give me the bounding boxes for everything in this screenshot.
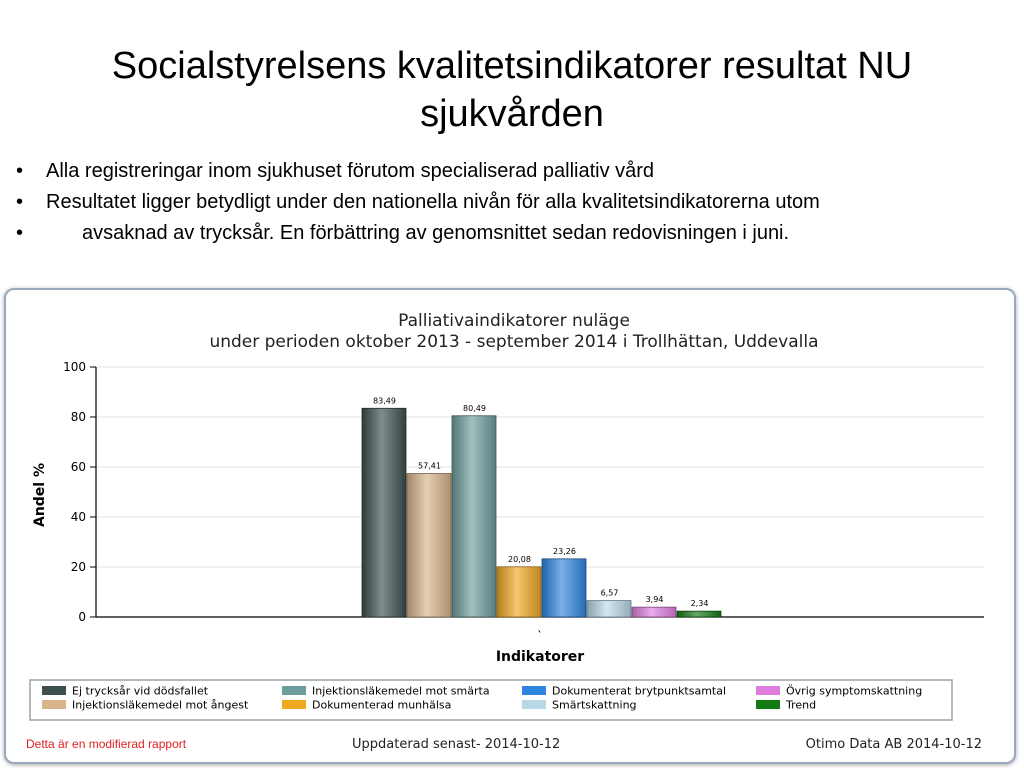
- bullet-text: avsaknad av trycksår. En förbättring av genomsnittet sedan redovisningen i juni.: [82, 222, 790, 244]
- bullet-dot: •: [16, 191, 24, 213]
- bar: [677, 611, 721, 617]
- legend-label: Dokumenterad munhälsa: [312, 698, 452, 712]
- legend-label: Dokumenterat brytpunktsamtal: [552, 684, 727, 698]
- legend-swatch: [42, 700, 66, 709]
- legend-swatch: [522, 686, 546, 695]
- data-label: 6,57: [600, 588, 619, 598]
- data-label: 3,94: [645, 595, 664, 605]
- legend-swatch: [282, 686, 306, 695]
- legend-swatch: [756, 686, 780, 695]
- source-credit: Otimo Data AB 2014-10-12: [805, 737, 982, 752]
- bullet-dot: •: [16, 222, 24, 244]
- y-axis-label: Andel %: [32, 462, 48, 528]
- legend-label: Trend: [786, 698, 817, 712]
- data-label: 80,49: [463, 403, 486, 413]
- y-tick-label: 40: [70, 510, 86, 524]
- legend-label: Injektionsläkemedel mot smärta: [312, 684, 490, 698]
- slide-title: Socialstyrelsens kvalitetsindikatorer resultat NU sjukvården: [111, 45, 913, 135]
- bar: [362, 408, 406, 617]
- bar: [452, 416, 496, 617]
- y-tick-label: 20: [70, 560, 86, 574]
- updated-date: Uppdaterad senast- 2014-10-12: [352, 737, 561, 752]
- bullet-text: Alla registreringar inom sjukhuset förutom specialiserad palliativ vård: [46, 160, 655, 182]
- bar: [632, 607, 676, 617]
- bar: [587, 601, 631, 617]
- y-tick-label: 80: [70, 410, 86, 424]
- legend-swatch: [522, 700, 546, 709]
- bullet-text: Resultatet ligger betydligt under den nationella nivån för alla kvalitetsindikatorerna utom: [46, 191, 820, 213]
- bar: [497, 567, 541, 617]
- legend-label: Smärtskattning: [552, 698, 637, 712]
- legend-swatch: [282, 700, 306, 709]
- data-label: 2,34: [690, 599, 709, 609]
- chart-title: Palliativaindikatorer nuläge: [398, 311, 630, 331]
- data-label: 57,41: [418, 461, 441, 471]
- bar-chart: [6, 290, 1014, 762]
- bar: [407, 473, 451, 617]
- y-tick-label: 0: [78, 610, 86, 624]
- legend-label: Injektionsläkemedel mot ångest: [72, 698, 249, 712]
- bullet-dot: •: [16, 160, 24, 182]
- x-axis-label: Indikatorer: [495, 649, 585, 665]
- modified-report-note: Detta är en modifierad rapport: [26, 737, 187, 751]
- bullet-item: [14, 187, 1014, 218]
- legend-swatch: [42, 686, 66, 695]
- bullet-item: [14, 218, 1014, 249]
- chart-panel: [4, 288, 1016, 764]
- bar: [542, 559, 586, 617]
- legend-label: Ej trycksår vid dödsfallet: [72, 684, 209, 698]
- legend-label: Övrig symptomskattning: [786, 684, 923, 698]
- bullet-list: [14, 156, 1014, 249]
- chart-subtitle: under perioden oktober 2013 - september 2014 i Trollhättan, Uddevalla: [209, 332, 819, 352]
- y-tick-label: 60: [70, 460, 86, 474]
- x-tick-label: `: [537, 629, 543, 643]
- y-tick-label: 100: [63, 360, 86, 374]
- legend-swatch: [756, 700, 780, 709]
- data-label: 20,08: [508, 554, 531, 564]
- bullet-item: [14, 156, 1014, 187]
- data-label: 83,49: [373, 396, 396, 406]
- data-label: 23,26: [553, 546, 576, 556]
